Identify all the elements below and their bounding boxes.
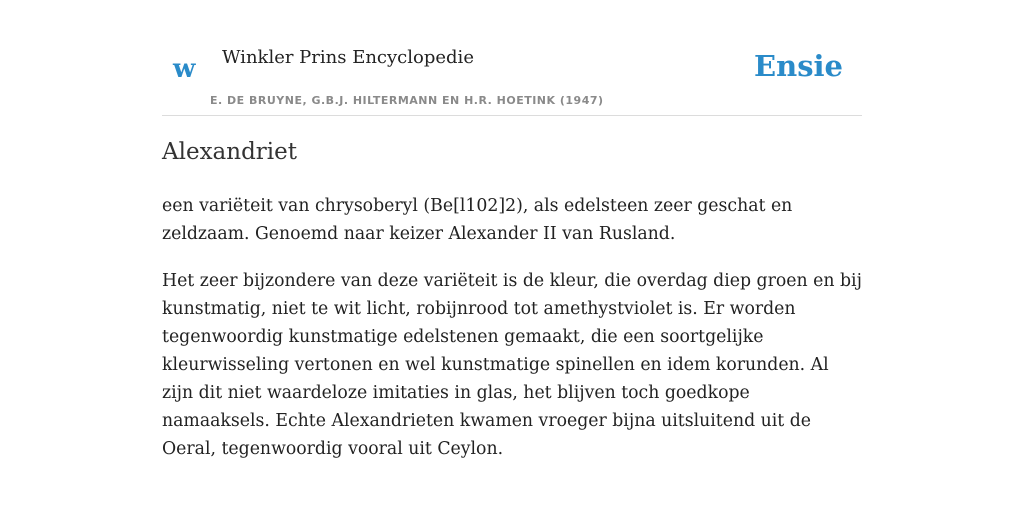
source-header bbox=[162, 0, 862, 116]
page bbox=[162, 0, 862, 512]
source-title-link[interactable]: Winkler Prins Encyclopedie bbox=[222, 47, 474, 68]
article-title: Alexandriet bbox=[162, 139, 298, 165]
source-logo[interactable]: w bbox=[173, 54, 196, 84]
article-body bbox=[162, 192, 862, 482]
article-paragraph: Het zeer bijzondere van deze variëteit is de kleur, die overdag diep groen en bij kunstmatig, niet te wit licht, robijnrood tot amethystviolet is. Er worden tegenwoordig kunstmatige edelstenen gemaakt, die een soortgelijke kleurwisseling vertonen en wel kunstmatige spinellen en idem korunden. Al zijn dit niet waardeloze imitaties in glas, het blijven toch goedkope namaaksels. Echte Alexandrieten kwamen vroeger bijna uitsluitend uit de Oeral, tegenwoordig vooral uit Ceylon. bbox=[162, 271, 862, 459]
source-authors: E. DE BRUYNE, G.B.J. HILTERMANN EN H.R. HOETINK (1947) bbox=[210, 94, 604, 107]
article-paragraph: een variëteit van chrysoberyl (Be[l102]2), als edelsteen zeer geschat en zeldzaam. Genoemd naar keizer Alexander II van Rusland. bbox=[162, 196, 793, 244]
ensie-logo[interactable]: Ensie bbox=[754, 49, 843, 83]
